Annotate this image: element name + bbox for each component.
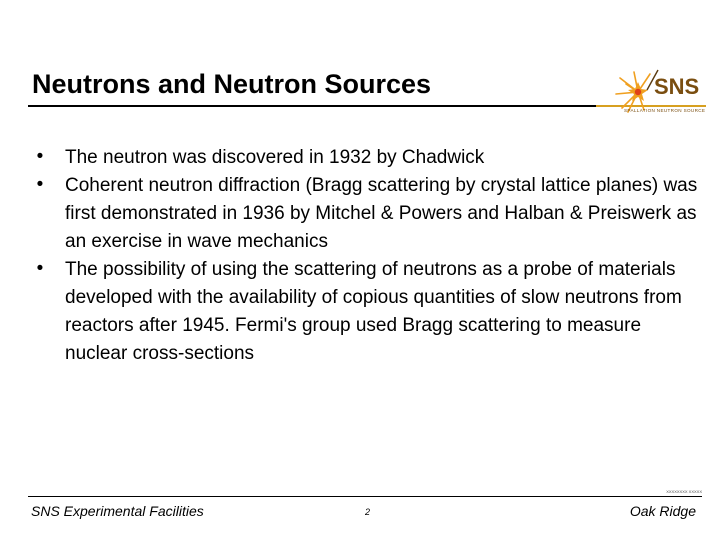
footer-divider bbox=[28, 496, 702, 497]
bullet-list bbox=[32, 144, 702, 368]
bullet-marker: • bbox=[36, 258, 44, 279]
footer-location-label: Oak Ridge bbox=[629, 503, 696, 519]
bullet-item bbox=[32, 144, 702, 172]
slide-title: Neutrons and Neutron Sources bbox=[32, 69, 432, 99]
bullet-marker: • bbox=[36, 174, 44, 195]
title-divider bbox=[28, 105, 614, 107]
bullet-marker: • bbox=[36, 146, 44, 167]
footer-code: XXXXXXXX XXXXX bbox=[666, 489, 702, 494]
logo-tagline: SPALLATION NEUTRON SOURCE bbox=[624, 108, 706, 113]
logo-wordmark: SNS bbox=[654, 74, 700, 99]
sns-starburst-logo-icon bbox=[614, 60, 706, 124]
page-number: 2 bbox=[365, 507, 371, 517]
footer-facility-label: SNS Experimental Facilities bbox=[31, 503, 204, 519]
bullet-text: Coherent neutron diffraction (Bragg scattering by crystal lattice planes) was first demonstrated in 1936 by Mitchel & Powers and Halban & Preiswerk as an exercise in wave mechanics bbox=[65, 175, 698, 252]
bullet-text: The possibility of using the scattering of neutrons as a probe of materials developed with the availability of copious quantities of slow neutrons from reactors after 1945. Fermi's group used Bragg scattering to measure nuclear cross-sections bbox=[65, 259, 682, 364]
starburst-center bbox=[635, 89, 641, 95]
sns-logo bbox=[614, 60, 706, 124]
bullet-item bbox=[32, 256, 702, 368]
bullet-text: The neutron was discovered in 1932 by Chadwick bbox=[65, 147, 485, 168]
bullet-item bbox=[32, 172, 702, 256]
